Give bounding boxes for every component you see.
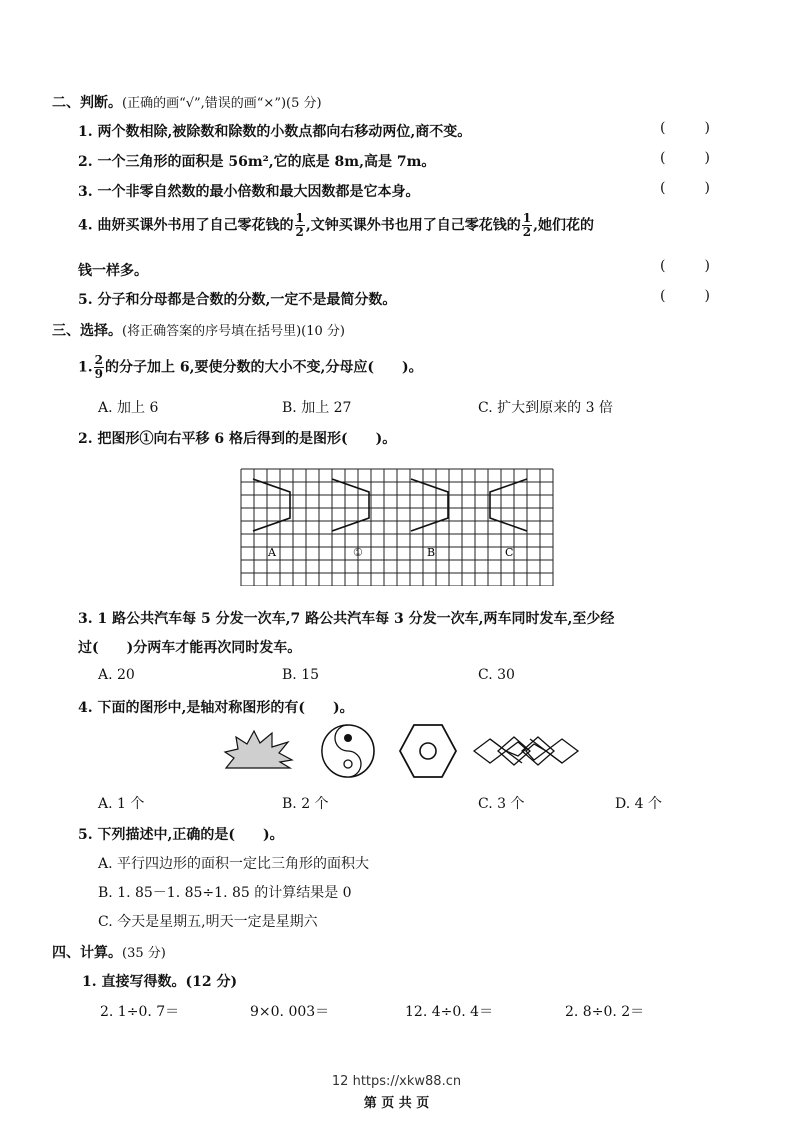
shape-a — [253, 479, 290, 531]
page-number: 第 页 共 页 — [363, 1096, 430, 1111]
section-title: 三、选择。 — [52, 323, 122, 339]
frac-num: 1 — [522, 211, 532, 225]
q5-option-c[interactable]: C. 今天是星期五,明天一定是星期六 — [98, 914, 318, 930]
q1-option-a[interactable]: A. 加上 6 — [98, 400, 159, 416]
choice-q5: 5. 下列描述中,正确的是( )。 — [78, 827, 284, 843]
fraction-half-1 — [295, 212, 305, 239]
chinese-knot-icon — [470, 733, 582, 769]
translation-grid-figure — [240, 468, 558, 586]
q4-option-a[interactable]: A. 1 个 — [98, 796, 145, 812]
item4-text-a: 4. 曲妍买课外书用了自己零花钱的 — [78, 217, 294, 234]
section-4-heading — [52, 942, 166, 962]
answer-paren-4[interactable] — [660, 258, 710, 274]
section-note: (正确的画“√”,错误的画“×”)(5 分) — [122, 96, 322, 111]
grid-label-c: C — [505, 546, 514, 559]
section-title: 二、判断。 — [52, 95, 122, 111]
q1-option-b[interactable]: B. 加上 27 — [282, 400, 352, 416]
choice-q1 — [78, 354, 423, 381]
judge-item-5: 5. 分子和分母都是合数的分数,一定不是最简分数。 — [78, 292, 397, 308]
q3-option-a[interactable]: A. 20 — [98, 667, 135, 683]
q4-option-d[interactable]: D. 4 个 — [615, 796, 662, 812]
grid-label-b: B — [427, 546, 436, 559]
answer-paren-3[interactable] — [660, 180, 710, 196]
yin-yang-icon — [320, 723, 376, 779]
shape-b — [411, 479, 448, 531]
choice-q3-line2: 过( )分两车才能再次同时发车。 — [78, 640, 302, 656]
shape-1 — [332, 479, 369, 531]
paren-close: ) — [704, 288, 710, 304]
judge-item-1: 1. 两个数相除,被除数和除数的小数点都向右移动两位,商不变。 — [78, 124, 472, 140]
calc-item-1[interactable]: 2. 1÷0. 7＝ — [100, 1004, 180, 1020]
paren-close: ) — [704, 120, 710, 136]
choice-q3-line1: 3. 1 路公共汽车每 5 分发一次车,7 路公共汽车每 3 分发一次车,两车同时发车,至少经 — [78, 611, 615, 627]
q5-option-a[interactable]: A. 平行四边形的面积一定比三角形的面积大 — [98, 856, 370, 872]
paren-open: ( — [660, 150, 666, 166]
fraction-two-ninths — [94, 354, 104, 381]
fraction-half-2 — [522, 212, 532, 239]
paren-close: ) — [704, 150, 710, 166]
paren-open: ( — [660, 120, 666, 136]
star-burst-icon — [222, 728, 294, 770]
answer-paren-2[interactable] — [660, 150, 710, 166]
frac-num: 2 — [94, 353, 103, 367]
grid-shapes — [253, 479, 527, 531]
judge-item-4 — [78, 212, 594, 239]
paren-close: ) — [704, 258, 710, 274]
section-title: 四、计算。 — [52, 945, 122, 961]
section-note: (35 分) — [122, 946, 166, 961]
frac-den: 9 — [94, 367, 103, 381]
q3-option-c[interactable]: C. 30 — [478, 667, 515, 683]
shape-c — [490, 479, 527, 531]
frac-den: 2 — [295, 225, 304, 239]
item4-text-b: ,文钟买课外书也用了自己零花钱的 — [305, 217, 521, 234]
item4-text-c: ,她们花的 — [533, 217, 594, 234]
grid-label-a: A — [268, 546, 276, 559]
calc-item-3[interactable]: 12. 4÷0. 4＝ — [405, 1004, 494, 1020]
frac-num: 1 — [295, 211, 304, 225]
calc-item-2[interactable]: 9×0. 003＝ — [250, 1004, 330, 1020]
q1-number: 1. — [78, 359, 93, 376]
judge-item-4-line2: 钱一样多。 — [78, 263, 148, 279]
q3-option-b[interactable]: B. 15 — [282, 667, 320, 683]
choice-q2: 2. 把图形①向右平移 6 格后得到的是图形( )。 — [78, 431, 397, 447]
answer-paren-1[interactable] — [660, 120, 710, 136]
paren-open: ( — [660, 180, 666, 196]
judge-item-3: 3. 一个非零自然数的最小倍数和最大因数都是它本身。 — [78, 184, 420, 200]
q4-option-b[interactable]: B. 2 个 — [282, 796, 329, 812]
paren-open: ( — [660, 258, 666, 274]
source-url: 12 https://xkw88.cn — [331, 1074, 462, 1089]
hexagon-nut-icon — [398, 723, 458, 779]
q4-option-c[interactable]: C. 3 个 — [478, 796, 525, 812]
judge-item-2: 2. 一个三角形的面积是 56m²,它的底是 8m,高是 7m。 — [78, 154, 436, 170]
frac-den: 2 — [522, 225, 532, 239]
section-2-heading — [52, 92, 322, 112]
answer-paren-5[interactable] — [660, 288, 710, 304]
calc-item-4[interactable]: 2. 8÷0. 2＝ — [565, 1004, 645, 1020]
q1-option-c[interactable]: C. 扩大到原来的 3 倍 — [478, 400, 613, 416]
paren-open: ( — [660, 288, 666, 304]
q5-option-b[interactable]: B. 1. 85－1. 85÷1. 85 的计算结果是 0 — [98, 885, 352, 901]
grid-label-1: ① — [353, 546, 363, 559]
choice-q4: 4. 下面的图形中,是轴对称图形的有( )。 — [78, 700, 354, 716]
section-note: (将正确答案的序号填在括号里)(10 分) — [122, 324, 345, 339]
section-3-heading — [52, 320, 345, 340]
q1-text: 的分子加上 6,要使分数的大小不变,分母应( )。 — [104, 359, 423, 376]
paren-close: ) — [704, 180, 710, 196]
calc-sub-1: 1. 直接写得数。(12 分) — [82, 974, 238, 990]
